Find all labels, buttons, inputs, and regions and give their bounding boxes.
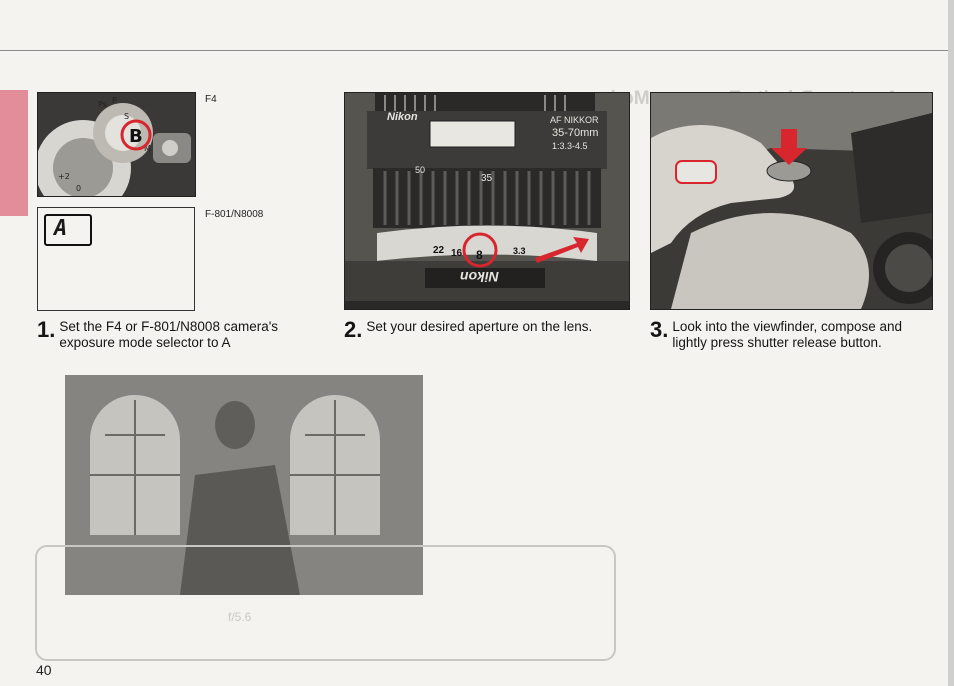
svg-text:+2: +2 [58,172,70,181]
step-2-number: 2. [344,317,363,342]
bleed-through-box [35,545,616,661]
aperture-selected: 8 [476,248,483,262]
aperture-mark-16: 16 [451,248,463,259]
lens-model-line1: AF NIKKOR [550,115,599,125]
svg-text:S: S [124,112,130,121]
body-brand: Nikon [460,269,499,285]
top-rule [0,50,954,51]
aperture-mark-22: 22 [433,245,445,256]
page-number: 40 [36,662,52,678]
step-3 [650,319,920,351]
svg-text:P: P [112,96,117,105]
aperture-mark-3-3: 3.3 [513,246,526,256]
section-tab [0,90,28,216]
lens-model-line3: 1:3.3-4.5 [552,141,588,151]
mode-dial-graphic [38,93,195,196]
svg-text:0: 0 [76,184,82,193]
figure-shutter-release [650,92,933,310]
step-2-text: Set your desired aperture on the lens. [366,319,593,334]
lens-model-line2: 35-70mm [552,127,599,139]
svg-text:Ps: Ps [98,100,107,109]
svg-text:M: M [144,144,151,153]
figure-mode-dial [37,92,196,197]
lens-brand: Nikon [387,111,418,123]
step-3-text: Look into the viewfinder, compose and lightly press shutter release button. [672,319,903,350]
figure-lens-aperture [344,92,630,310]
figure1-label-f801: F-801/N8008 [205,209,264,220]
lcd-mode-letter: A [54,216,68,241]
bleed-through-caption: f/5.6 [228,610,252,624]
page-edge [948,0,954,686]
step-1-number: 1. [37,317,56,342]
step-3-number: 3. [650,317,669,342]
step-2 [344,319,634,341]
figure1-label-f4: F4 [205,94,217,105]
shutter-hand-graphic [651,93,932,309]
lcd-display [44,214,92,246]
zoom-mark-35: 35 [481,173,493,184]
step-1 [37,319,322,351]
figure-lcd-panel [37,207,195,311]
dial-mark: B [129,126,143,147]
step-1-text: Set the F4 or F-801/N8008 camera's exposure mode selector to A [59,319,279,350]
zoom-mark-50: 50 [415,165,426,175]
